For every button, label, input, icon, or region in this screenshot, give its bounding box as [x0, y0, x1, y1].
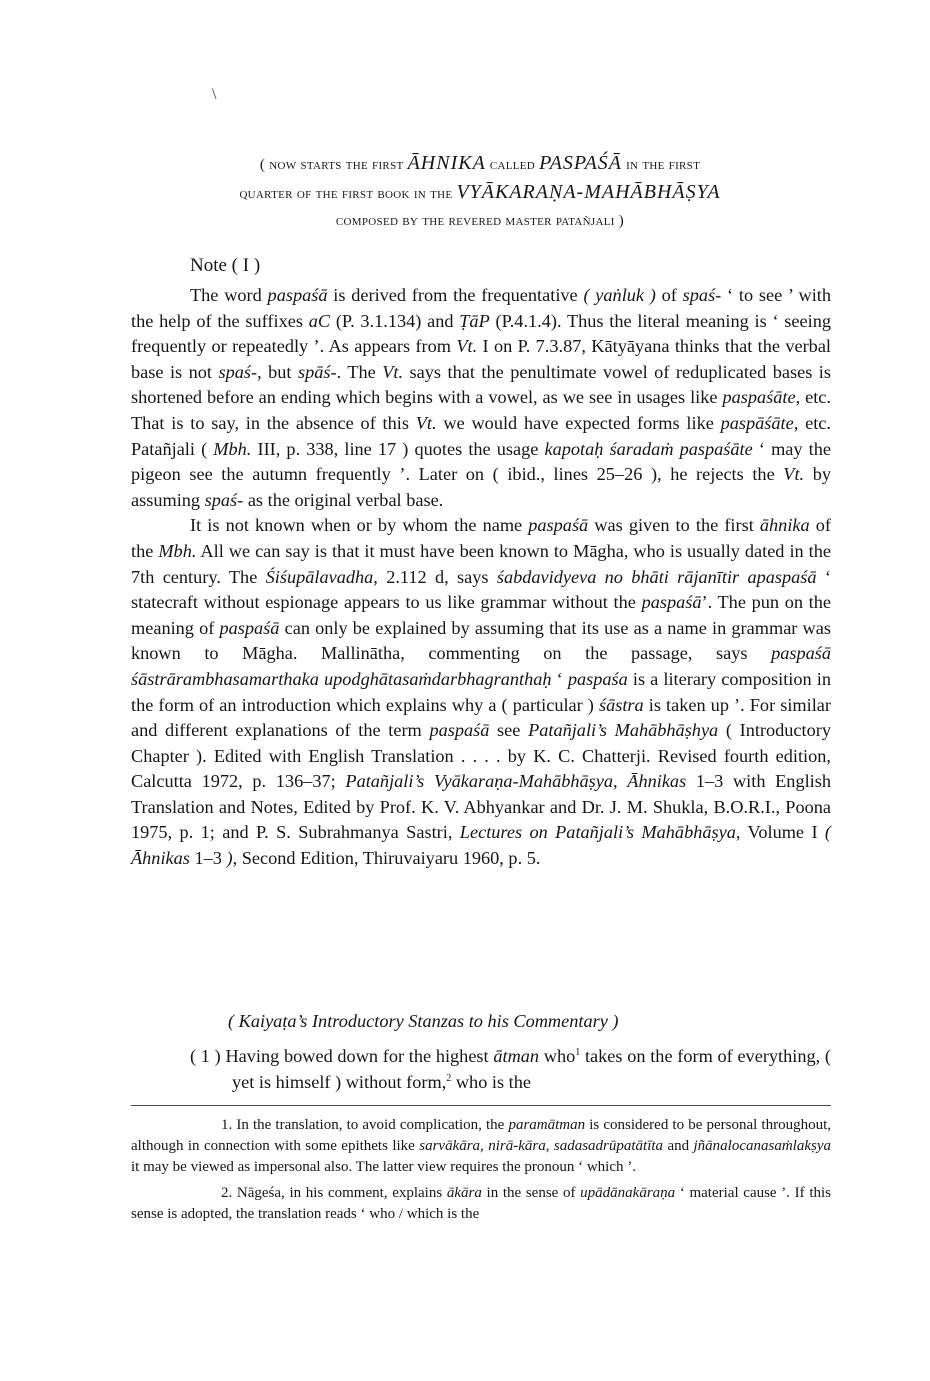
stanza-1	[190, 1043, 831, 1095]
heading-text: called	[485, 157, 540, 173]
text-run: I on P. 7.3.87, Kātyāyana thinks that the verbal base is not	[131, 336, 832, 382]
text-run: says that the penultimate vowel of reduplicated bases is shortened before an ending which begins with a vowel, as we see in usages like	[131, 361, 831, 408]
heading-text: composed by the revered master patañjali )	[335, 213, 625, 229]
text-run: ‘ may the pigeon see the autumn frequently ’. Later on ( ibid., lines 25–26 ), he rejects the	[131, 438, 831, 485]
heading-text: in the first	[622, 157, 701, 173]
text-run: by assuming	[131, 464, 831, 510]
text-run: All we can say is that it must have been known to Māgha, who is usually dated in the 7th century. The	[131, 540, 831, 587]
text-run: ’. The pun on the meaning of	[131, 592, 831, 638]
text-run: who	[539, 1046, 576, 1066]
italic-term: paspaśā	[267, 285, 328, 305]
stray-mark: \	[212, 86, 217, 103]
italic-term: Vt.	[382, 361, 404, 382]
footnote-ref: 1	[575, 1047, 581, 1058]
italic-term: Patañjali’s Mahābhāṣhya	[528, 720, 719, 741]
italic-term: ṬāP	[459, 310, 490, 331]
italic-term: śabdavidyeva no bhāti rājanītir apaspaśā	[496, 566, 817, 587]
text-run: 1–3 with English Translation and Notes, Edited by Prof. K. V. Abhyankar and Dr. J. M. Shukla, B.O.R.I., Poona 1975, p. 1; and P. S. Subrahmanya Sastri,	[131, 771, 832, 843]
heading-line-1	[130, 150, 830, 179]
heading-ahnika: ĀHNIKA	[407, 152, 486, 174]
italic-term: )	[226, 848, 233, 869]
italic-term: Vt.	[415, 412, 437, 433]
heading-text: ( now starts the first	[259, 157, 408, 173]
italic-term: Lectures on Patañjali’s Mahābhāṣya	[459, 822, 736, 843]
italic-term: Mbh.	[158, 540, 197, 561]
italic-term: paspaśāte	[722, 387, 796, 408]
italic-term: Patañjali’s Vyākaraṇa-Mahābhāṣya, Āhnikas	[345, 771, 687, 792]
italic-term: paramātman	[508, 1117, 586, 1133]
italic-term: ( Āhnikas	[131, 822, 832, 869]
text-run: is considered to be personal throughout, although in connection with some epithets like	[131, 1117, 831, 1154]
italic-term: paspaśā	[528, 515, 589, 536]
heading-text: quarter of the first book in the	[239, 186, 457, 202]
footnote-divider	[131, 1105, 831, 1106]
italic-term: paspaśa	[567, 668, 628, 689]
italic-term: spāś-	[298, 361, 337, 382]
italic-term: śāstra	[598, 694, 644, 715]
italic-term: ātman	[493, 1046, 540, 1066]
section-heading	[130, 150, 830, 235]
text-run: is a literary composition in the form of an introduction which explains why a ( particular )	[131, 668, 831, 715]
heading-line-3	[130, 208, 830, 235]
text-run: of the	[131, 515, 831, 561]
heading-paspasa: PASPAŚĀ	[539, 152, 623, 174]
footnote-1	[131, 1115, 831, 1178]
text-run: as the original verbal base.	[243, 489, 444, 510]
text-run: who is the	[451, 1072, 532, 1092]
text-run: III, p. 338, line 17 ) quotes the usage	[251, 438, 545, 459]
text-run: . The	[336, 361, 383, 382]
paragraph-1	[131, 283, 831, 513]
italic-term: ākāra	[446, 1185, 482, 1201]
stanza-heading: ( Kaiyaṭa’s Introductory Stanzas to his Commentary )	[228, 1011, 619, 1031]
italic-term: Vt.	[783, 464, 805, 485]
italic-term: paspaśā	[641, 592, 702, 613]
text-run: ‘ material cause ’. If this sense is adopted, the translation reads ‘ who / which is the	[131, 1185, 831, 1222]
text-run: is taken up ’. For similar and different explanations of the term	[131, 694, 831, 741]
text-run: (P. 3.1.134) and	[330, 310, 460, 331]
italic-term: paspaśā	[429, 720, 490, 741]
italic-term: spaś-	[204, 489, 244, 510]
text-run: (P.4.1.4). Thus the literal meaning is ‘ seeing frequently or repeatedly ’. As appears from	[131, 310, 831, 357]
text-run: 1. In the translation, to avoid complication, the	[221, 1117, 509, 1133]
italic-term: paspaśā	[219, 617, 280, 638]
italic-term: sarvākāra, nirā-kāra, sadasadrūpatātīta	[419, 1138, 664, 1154]
text-run: ‘ statecraft without espionage appears to us like grammar without the	[131, 566, 831, 613]
heading-line-2	[130, 179, 830, 208]
text-run: , etc. That is to say, in the absence of this	[131, 387, 831, 433]
text-run: and	[663, 1138, 694, 1154]
text-run: , 2.112 d, says	[373, 566, 497, 587]
text-run: is derived from the frequentative	[327, 285, 584, 305]
italic-term: Mbh.	[213, 438, 252, 459]
text-run: ( 1 ) Having bowed down for the highest	[190, 1046, 494, 1066]
text-run: can only be explained by assuming that its use as a name in grammar was known to Māgha. Mallinātha, commenting on the passage, says	[131, 617, 831, 664]
text-run: 2. Nāgeśa, in his comment, explains	[221, 1185, 447, 1201]
italic-term: kapotaḥ śaradaṁ paspaśāte	[544, 438, 753, 459]
text-run: ‘	[551, 668, 568, 689]
text-run: The word	[190, 285, 268, 305]
text-run: , Second Edition, Thiruvaiyaru 1960, p. 5.	[232, 848, 541, 869]
text-run: , etc. Patañjali (	[131, 412, 831, 459]
text-run: ‘ to see ’ with the help of the suffixes	[131, 285, 832, 331]
text-run: , Volume I	[735, 822, 825, 843]
text-run: in the sense of	[481, 1185, 581, 1201]
italic-term: paspaśā śāstrārambhasamarthaka upodghātasaṁdarbhagranthaḥ	[131, 643, 831, 689]
text-run: ( Introductory Chapter ). Edited with English Translation . . . . by K. C. Chatterji. Revised fourth edition, Calcutta 1972, p. 136–37;	[131, 720, 831, 792]
note-body	[131, 283, 831, 872]
italic-term: paspāśāte	[720, 412, 794, 433]
heading-title: VYĀKARAṆA-MAHĀBHĀṢYA	[456, 181, 721, 203]
footnote-ref: 2	[446, 1073, 452, 1084]
italic-term: Śiśupālavadha	[265, 566, 374, 587]
italic-term: spaś-	[682, 285, 722, 305]
text-run: see	[489, 720, 529, 741]
text-run: 1–3	[189, 848, 227, 869]
footnotes	[131, 1115, 831, 1225]
footnote-2	[131, 1183, 831, 1225]
text-run: It is not known when or by whom the name	[190, 515, 529, 536]
paragraph-2	[131, 513, 831, 871]
italic-term: aC	[308, 310, 331, 331]
italic-term: āhnika	[759, 515, 810, 536]
italic-term: Vt.	[456, 336, 478, 357]
text-run: was given to the first	[588, 515, 760, 536]
note-title: Note ( I )	[190, 255, 261, 276]
text-run: we would have expected forms like	[436, 412, 721, 433]
text-run: takes on the form of everything, ( yet is himself ) without form,	[232, 1046, 831, 1092]
italic-term: jñānalocanasaṁlakṣya	[693, 1138, 831, 1154]
italic-term: upādānakāraṇa	[580, 1185, 676, 1201]
italic-term: spaś-	[218, 361, 258, 382]
text-run: , but	[257, 361, 298, 382]
text-run: it may be viewed as impersonal also. The latter view requires the pronoun ‘ which ’.	[131, 1159, 636, 1175]
italic-term: ( yaṅluk )	[583, 285, 656, 305]
text-run: of	[655, 285, 683, 305]
